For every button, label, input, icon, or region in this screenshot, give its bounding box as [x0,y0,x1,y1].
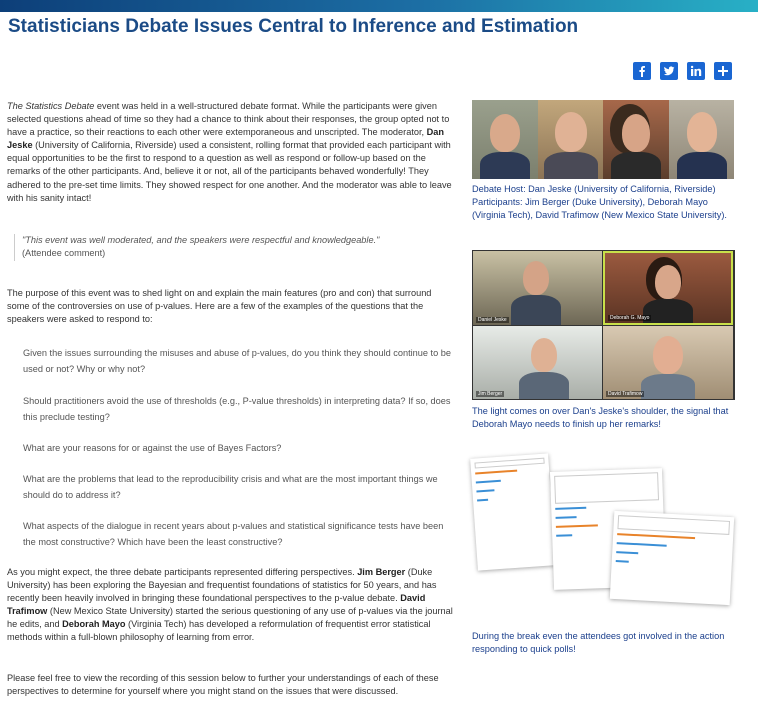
linkedin-icon[interactable] [687,62,705,80]
share-bar [633,62,732,80]
perspectives-paragraph [7,566,457,645]
twitter-icon[interactable] [660,62,678,80]
event-name: The Statistics Debate [7,101,95,111]
poll-card [470,453,556,570]
perspectives-text-4: (Virginia Tech) has developed a reformulation of frequentist error statistical methods within a full-blown philosophy of learning from error. [7,619,431,643]
page-title: Statisticians Debate Issues Central to Inference and Estimation [8,16,579,37]
perspectives-text-3: (New Mexico State University) started the serious questioning of any use of p-values via the journal he edits, and [7,606,453,630]
video-tile [603,251,733,325]
video-tile-name: David Trafimow [608,391,643,397]
top-banner [0,0,758,12]
intro-paragraph [7,100,455,205]
moderator-name: Dan Jeske [7,127,444,151]
facebook-icon[interactable] [633,62,651,80]
video-tile-name: Deborah G. Mayo [610,315,650,321]
add-share-icon[interactable] [714,62,732,80]
video-tile [473,251,602,325]
participant-name: Deborah Mayo [62,619,126,630]
question-item: What are your reasons for or against the use of Bayes Factors? [23,443,282,453]
attendee-quote [14,234,454,261]
quote-text: "This event was well moderated, and the speakers were respectful and knowledgeable." [22,235,380,245]
participant-name: David Trafimow [7,593,426,617]
video-tile-name: Jim Berger [478,391,503,397]
poll-card [610,511,734,605]
video-tile-name: Daniel Jeske [478,317,507,323]
video-tile [603,326,733,399]
question-item: Should practitioners avoid the use of thresholds (e.g., P-value thresholds) in interpreting data? If so, does this preclude testing? [23,396,451,422]
perspectives-text-2: (Duke University) has been exploring the Bayesian and frequentist foundations of statistics for 50 years, and has recently been heavily involved in bringing these foundational perspectives to the p-value debate. [7,567,437,604]
question-item: What are the problems that lead to the reproducibility crisis and what are the most important things we should do to address it? [23,474,438,500]
closing-paragraph: Please feel free to view the recording of this session below to further your understandings of each of these perspectives to determine for yourself where you might stand on the issues that were discussed. [7,673,439,697]
video-tile [473,326,602,399]
participants-photo [472,100,734,179]
video-call-photo [472,250,735,400]
intro-text-2: (University of California, Riverside) used a consistent, rolling format that provided each participant with equal opportunities to be the first to respond to a question as well as respond or follow-up based on the remarks of the other participants. And, believe it or not, all of the participants behaved wonderfully! They adhered to the pre-set time limits. They showed respect for one another. And the moderator was able to leave with his sanity intact! [7,140,452,203]
perspectives-text-1: As you might expect, the three debate participants represented differing perspectives. [7,567,358,577]
purpose-paragraph: The purpose of this event was to shed light on and explain the main features (pro and con) that surround some of the controversies on use of p-values. Here are a few of the examples of the questions that the speakers were asked to respond to: [7,288,432,325]
question-item: Given the issues surrounding the misuses and abuse of p-values, do you think they should continue to be used or not? Why or why not? [23,348,451,374]
quote-attribution: (Attendee comment) [22,248,106,259]
photo-caption-2: The light comes on over Dan's Jeske's shoulder, the signal that Deborah Mayo needs to finish up her remarks! [472,406,729,430]
poll-screenshots [472,444,738,624]
photo-caption-3: During the break even the attendees got involved in the action responding to quick polls! [472,631,725,655]
intro-text-1: event was held in a well-structured debate format. While the participants were given selected questions ahead of time so they had a chance to think about their responses, the group opted not to have a practice, so their reactions to each other were extemporaneous and unscripted. The moderator, [7,101,450,138]
question-item: What aspects of the dialogue in recent years about p-values and statistical significance tests have been the most constructive? Which have been the least constructive? [23,521,444,547]
photo-caption-1: Debate Host: Dan Jeske (University of California, Riverside) Participants: Jim Berger (Duke University), Deborah Mayo (Virginia Tech), David Trafimow (New Mexico State University). [472,184,727,221]
participant-name: Jim Berger [357,567,406,577]
